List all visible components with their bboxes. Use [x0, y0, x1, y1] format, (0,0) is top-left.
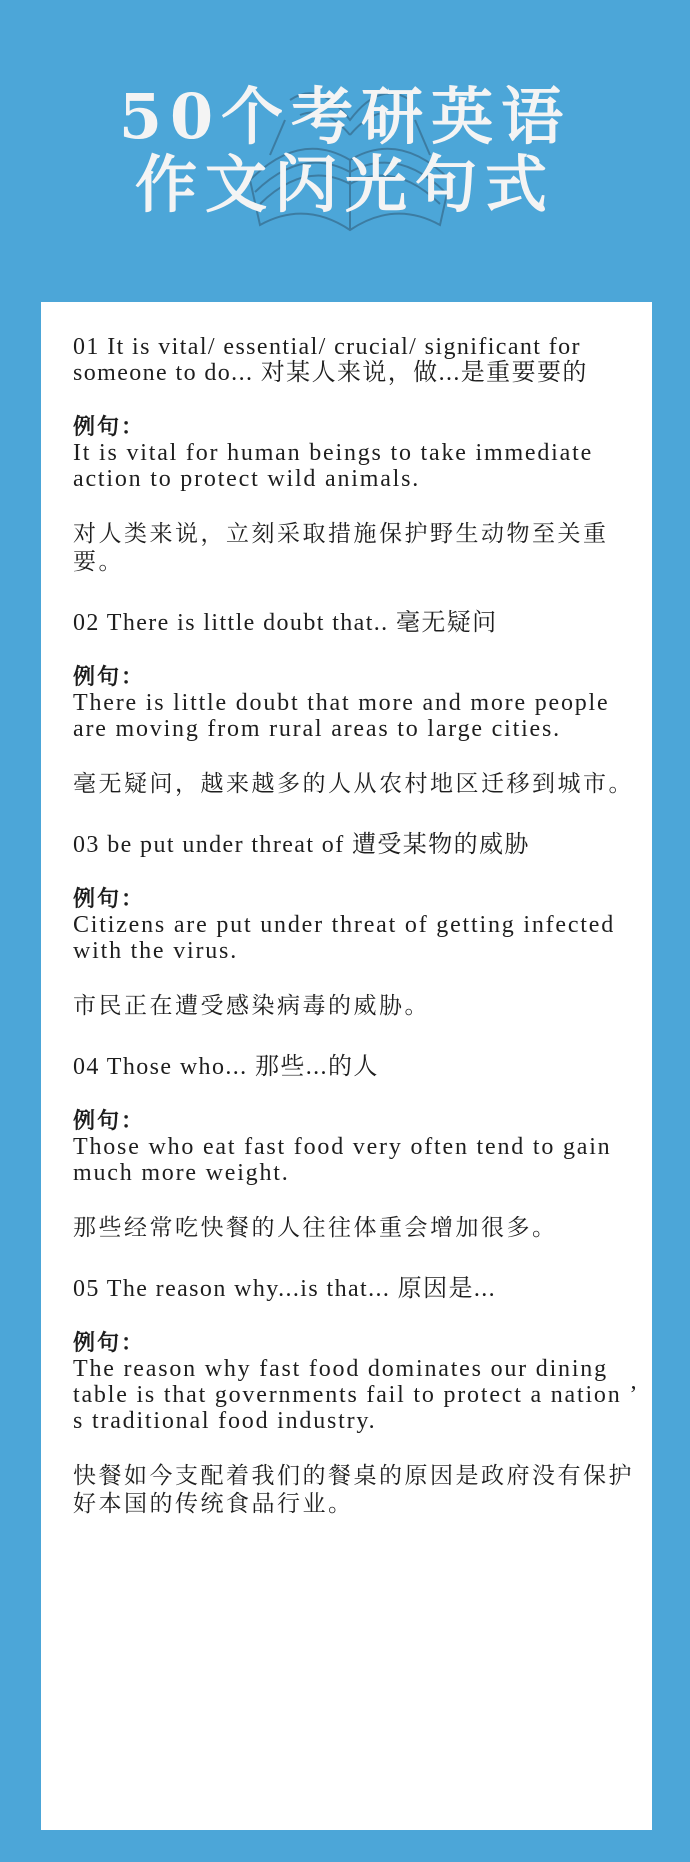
entry-heading: 02 There is little doubt that.. 毫无疑问	[73, 610, 498, 636]
example-label: 例句：	[73, 1108, 146, 1134]
example-chinese: 市民正在遭受感染病毒的威胁。	[73, 993, 430, 1019]
example-english: The reason why fast food dominates our dining table is that governments fail to protect a nation ’ s traditional food industry.	[73, 1356, 638, 1434]
sentence-list	[73, 334, 638, 1518]
example-chinese: 那些经常吃快餐的人往往体重会增加很多。	[73, 1215, 558, 1241]
content-card	[41, 302, 652, 1830]
example-label: 例句：	[73, 1330, 146, 1356]
entry-heading: 01 It is vital/ essential/ crucial/ significant for someone to do... 对某人来说，做...是重要要的	[73, 334, 588, 386]
list-item	[73, 1054, 638, 1242]
example-label: 例句：	[73, 414, 146, 440]
example-chinese: 快餐如今支配着我们的餐桌的原因是政府没有保护好本国的传统食品行业。	[73, 1463, 634, 1517]
list-item	[73, 334, 638, 576]
example-english: Those who eat fast food very often tend to gain much more weight.	[73, 1134, 612, 1186]
example-chinese: 毫无疑问，越来越多的人从农村地区迁移到城市。	[73, 771, 634, 797]
example-english: There is little doubt that more and more people are moving from rural areas to large cities.	[73, 690, 610, 742]
example-chinese: 对人类来说，立刻采取措施保护野生动物至关重要。	[73, 521, 609, 575]
entry-heading: 04 Those who... 那些...的人	[73, 1054, 379, 1080]
header-banner	[0, 0, 690, 300]
entry-heading: 05 The reason why...is that... 原因是...	[73, 1276, 497, 1302]
page-title-line-1: 50个考研英语	[118, 80, 572, 153]
list-item	[73, 1276, 638, 1518]
example-label: 例句：	[73, 664, 146, 690]
entry-heading: 03 be put under threat of 遭受某物的威胁	[73, 832, 530, 858]
example-english: Citizens are put under threat of getting infected with the virus.	[73, 912, 616, 964]
example-label: 例句：	[73, 886, 146, 912]
example-english: It is vital for human beings to take immediate action to protect wild animals.	[73, 440, 594, 492]
list-item	[73, 610, 638, 798]
list-item	[73, 832, 638, 1020]
page-title-line-2: 作文闪光句式	[134, 148, 555, 221]
